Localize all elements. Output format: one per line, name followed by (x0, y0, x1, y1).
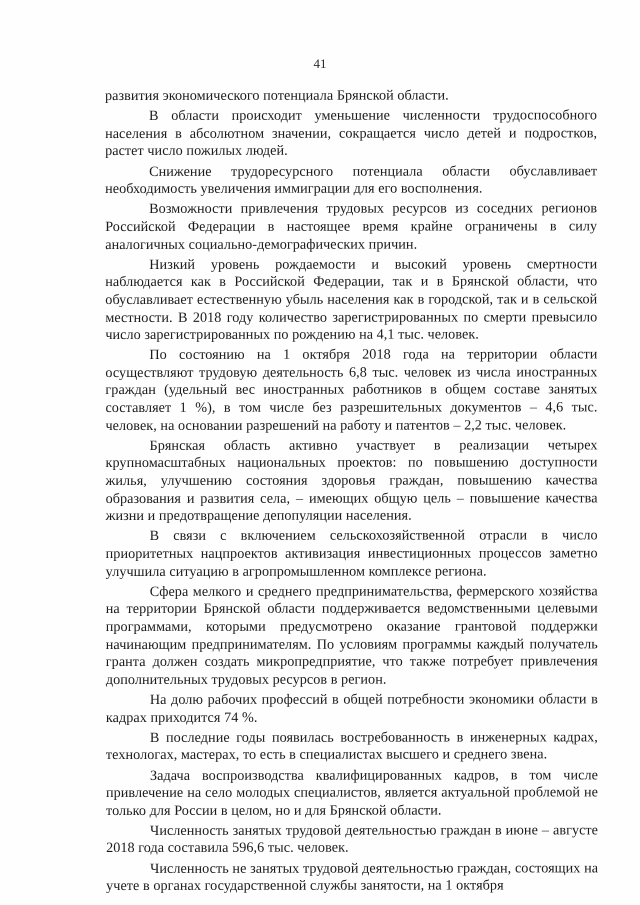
paragraph-engineering-demand: В последние годы появилась востребованность в инженерных кадрах, технологах, мастерах, то есть в специалистах высшего и среднего звена. (105, 729, 598, 764)
paragraph-neighbor-regions: Возможности привлечения трудовых ресурсов из соседних регионов Российской Федерации в настоящее время крайне ограничены в силу аналогичных социально-демографических причин. (105, 200, 598, 253)
paragraph-birth-death: Низкий уровень рождаемости и высокий уровень смертности наблюдается как в Российской Федерации, так и в Брянской области, что обуславливает естественную убыль населения как в городской, так и в сельской местности. В 2018 году количество зарегистрированных по смерти превысило число зарегистрированных по рождению на 4,1 тыс. человек. (105, 256, 598, 344)
paragraph-population-decline: В области происходит уменьшение численности трудоспособного населения в абсолютном значении, сокращается число детей и подростков, растет число пожилых людей. (105, 107, 598, 160)
paragraph-foreign-workers: По состоянию на 1 октября 2018 года на территории области осуществляют трудовую деятельность 6,8 тыс. человек из числа иностранных граждан (удельный вес иностранных работников в общем составе занятых составляет 1 %), в том числе без разрешительных документов – 4,6 тыс. человек, на основании разрешений на работу и патентов – 2,2 тыс. человек. (105, 346, 598, 434)
paragraph-national-projects: Брянская область активно участвует в реализации четырех крупномасштабных национальных проектов: по повышению доступности жилья, улучшению состояния здоровья граждан, повышению качества образования и развития села, – имеющих общую цель – повышение качества жизни и предотвращение депопуляции населения. (105, 437, 598, 525)
paragraph-agriculture: В связи с включением сельскохозяйственной отрасли в число приоритетных нацпроектов активизация инвестиционных процессов заметно улучшила ситуацию в агропромышленном комплексе региона. (105, 527, 598, 580)
paragraph-small-business: Сфера мелкого и среднего предпринимательства, фермерского хозяйства на территории Брянской области поддерживается ведомственными целевыми программами, которыми предусмотрено оказание грантовой поддержки начинающим предпринимателям. По условиям программы каждый получатель гранта должен создать микропредприятие, что также потребует привлечения дополнительных трудовых ресурсов в регион. (105, 583, 598, 688)
paragraph-qualified-personnel: Задача воспроизводства квалифицированных кадров, в том числе привлечение на село молодых специалистов, является актуальной проблемой не только для России в целом, но и для Брянской области. (105, 766, 598, 819)
paragraph-continuation: развития экономического потенциала Брянской области. (105, 87, 449, 104)
body-text (105, 87, 598, 898)
paragraph-working-professions: На долю рабочих профессий в общей потребности экономики области в кадрах приходится 74 %. (105, 691, 598, 726)
paragraph-employed-count: Численность занятых трудовой деятельностью граждан в июне – августе 2018 года составила 596,6 тыс. человек. (106, 822, 599, 857)
paragraph-unemployed-count: Численность не занятых трудовой деятельностью граждан, состоящих на учете в органах государственной службы занятости, на 1 октября (106, 859, 599, 895)
paragraph-labor-potential: Снижение трудоресурсного потенциала области обуславливает необходимость увеличения иммиграции для его восполнения. (105, 162, 598, 198)
page-number: 41 (313, 56, 327, 71)
